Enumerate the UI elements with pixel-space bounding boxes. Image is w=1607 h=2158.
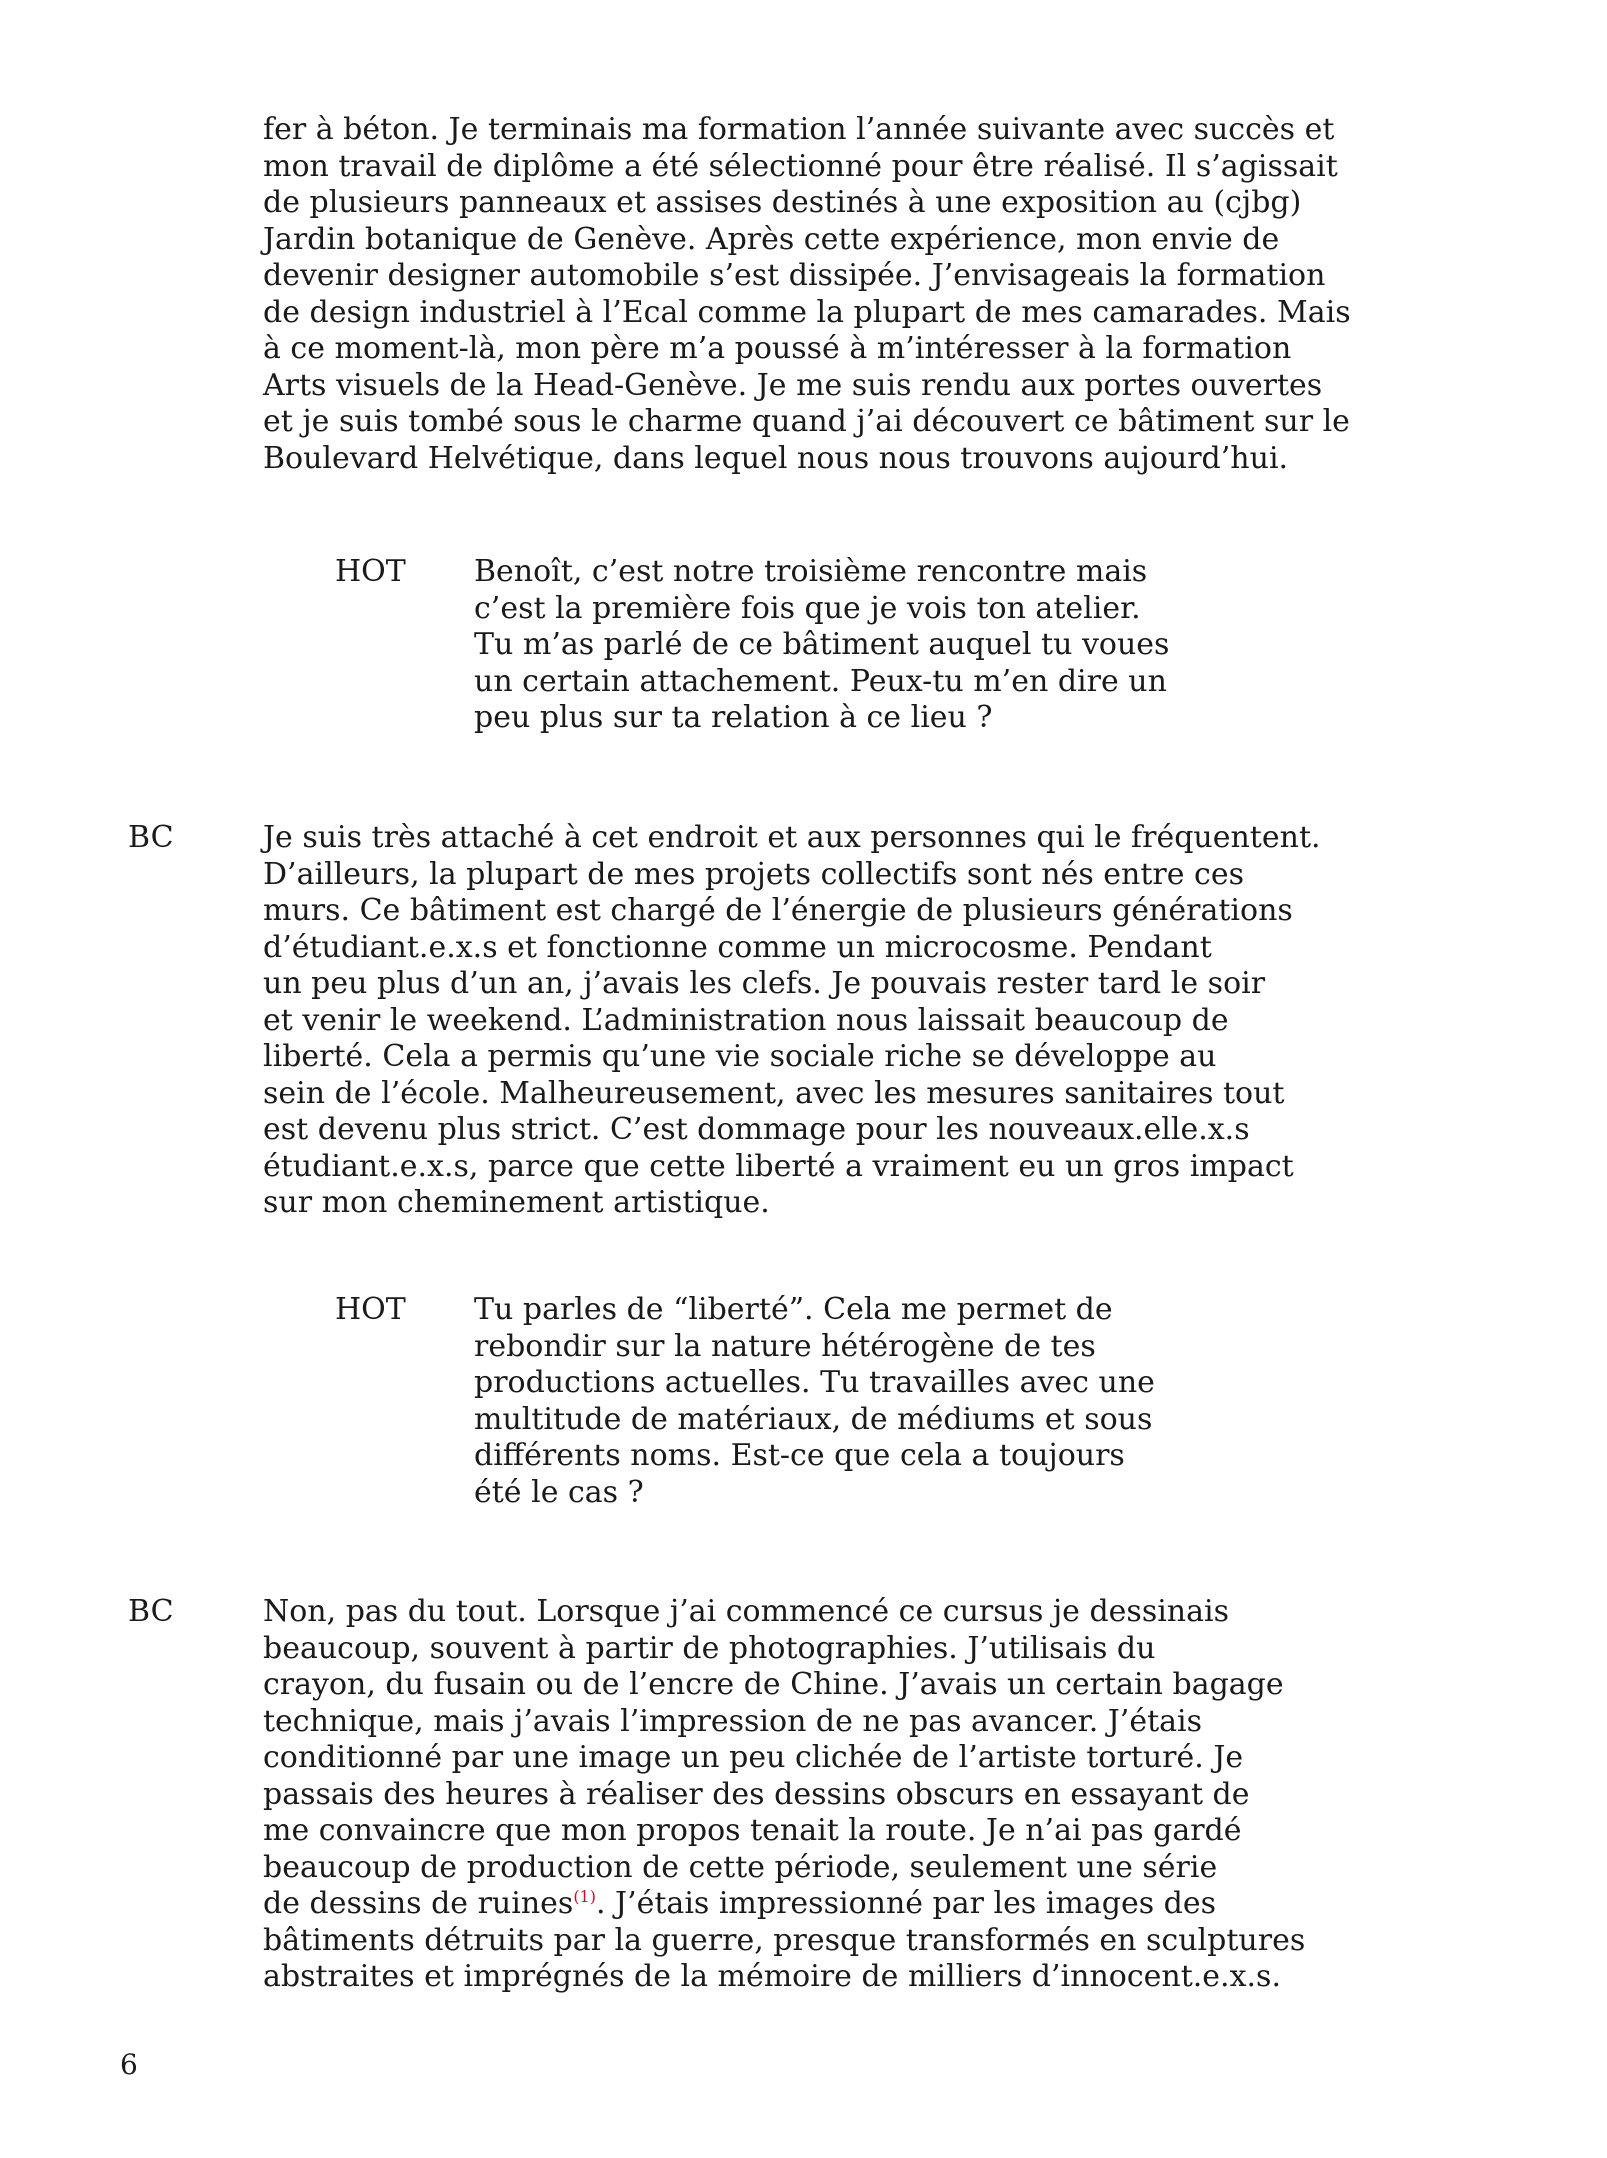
speaker-label-hot: HOT — [335, 554, 406, 589]
question-1-text: Benoît, c’est notre troisième rencontre mais c’est la première fois que je vois ton atelier. Tu m’as parlé de ce bâtiment auquel tu voues un certain attachement. Peux-tu m’en dire un peu plus sur ta relation à ce lieu ? — [474, 554, 1170, 735]
answer-2-text-before-note: Non, pas du tout. Lorsque j’ai commencé ce cursus je dessinais beaucoup, souvent à partir de photographies. J’utilisais du crayon, du fusain ou de l’encre de Chine. J’avais un certain bagage technique, mais j’avais l’impression de ne pas avancer. J’étais conditionné par une image un peu clichée de l’artiste torturé. Je passais des heures à réaliser des dessins obscurs en essayant de me convaincre que mon propos tenait la route. Je n’ai pas gardé beaucoup de production de cette période, seulement une série de dessins de ruines — [263, 1594, 1284, 1921]
footnote-reference[interactable]: (1) — [573, 1887, 596, 1906]
speaker-label-bc: BC — [128, 820, 174, 855]
intro-paragraph: fer à béton. Je terminais ma formation l’année suivante avec succès et mon travail de diplôme a été sélectionné pour être réalisé. Il s’agissait de plusieurs panneaux et assises destinés à une exposition au (cjbg) Jardin botanique de Genève. Après cette expérience, mon envie de devenir designer automobile s’est dissipée. J’envisageais la formation de design industriel à l’Ecal comme la plupart de mes camarades. Mais à ce moment-là, mon père m’a poussé à m’intéresser à la formation Arts visuels de la Head-Genève. Je me suis rendu aux portes ouvertes et je suis tombé sous le charme quand j’ai découvert ce bâtiment sur le Boulevard Helvétique, dans lequel nous nous trouvons aujourd’hui. — [263, 112, 1351, 476]
answer-2-text — [263, 1594, 1563, 1996]
answer-2-text-after-note: . J’étais impressionné par les images des bâtiments détruits par la guerre, presque transformés en sculptures abstraites et imprégnés de la mémoire de milliers d’innocent.e.x.s. — [263, 1886, 1306, 1994]
page-number: 6 — [120, 2048, 138, 2081]
question-2-text: Tu parles de “liberté”. Cela me permet de rebondir sur la nature hétérogène de tes productions actuelles. Tu travailles avec une multitude de matériaux, de médiums et sous différents noms. Est-ce que cela a toujours été le cas ? — [474, 1292, 1155, 1510]
speaker-label-bc: BC — [128, 1594, 174, 1629]
speaker-label-hot: HOT — [335, 1292, 406, 1327]
intro-paragraph-block — [263, 112, 1553, 477]
answer-1-text: Je suis très attaché à cet endroit et aux personnes qui le fréquentent. D’ailleurs, la plupart de mes projets collectifs sont nés entre ces murs. Ce bâtiment est chargé de l’énergie de plusieurs générations d’étudiant.e.x.s et fonctionne comme un microcosme. Pendant un peu plus d’un an, j’avais les clefs. Je pouvais rester tard le soir et venir le weekend. L’administration nous laissait beaucoup de liberté. Cela a permis qu’une vie sociale riche se développe au sein de l’école. Malheureusement, avec les mesures sanitaires tout est devenu plus strict. C’est dommage pour les nouveaux.elle.x.s étudiant.e.x.s, parce que cette liberté a vraiment eu un gros impact sur mon cheminement artistique. — [263, 820, 1321, 1220]
